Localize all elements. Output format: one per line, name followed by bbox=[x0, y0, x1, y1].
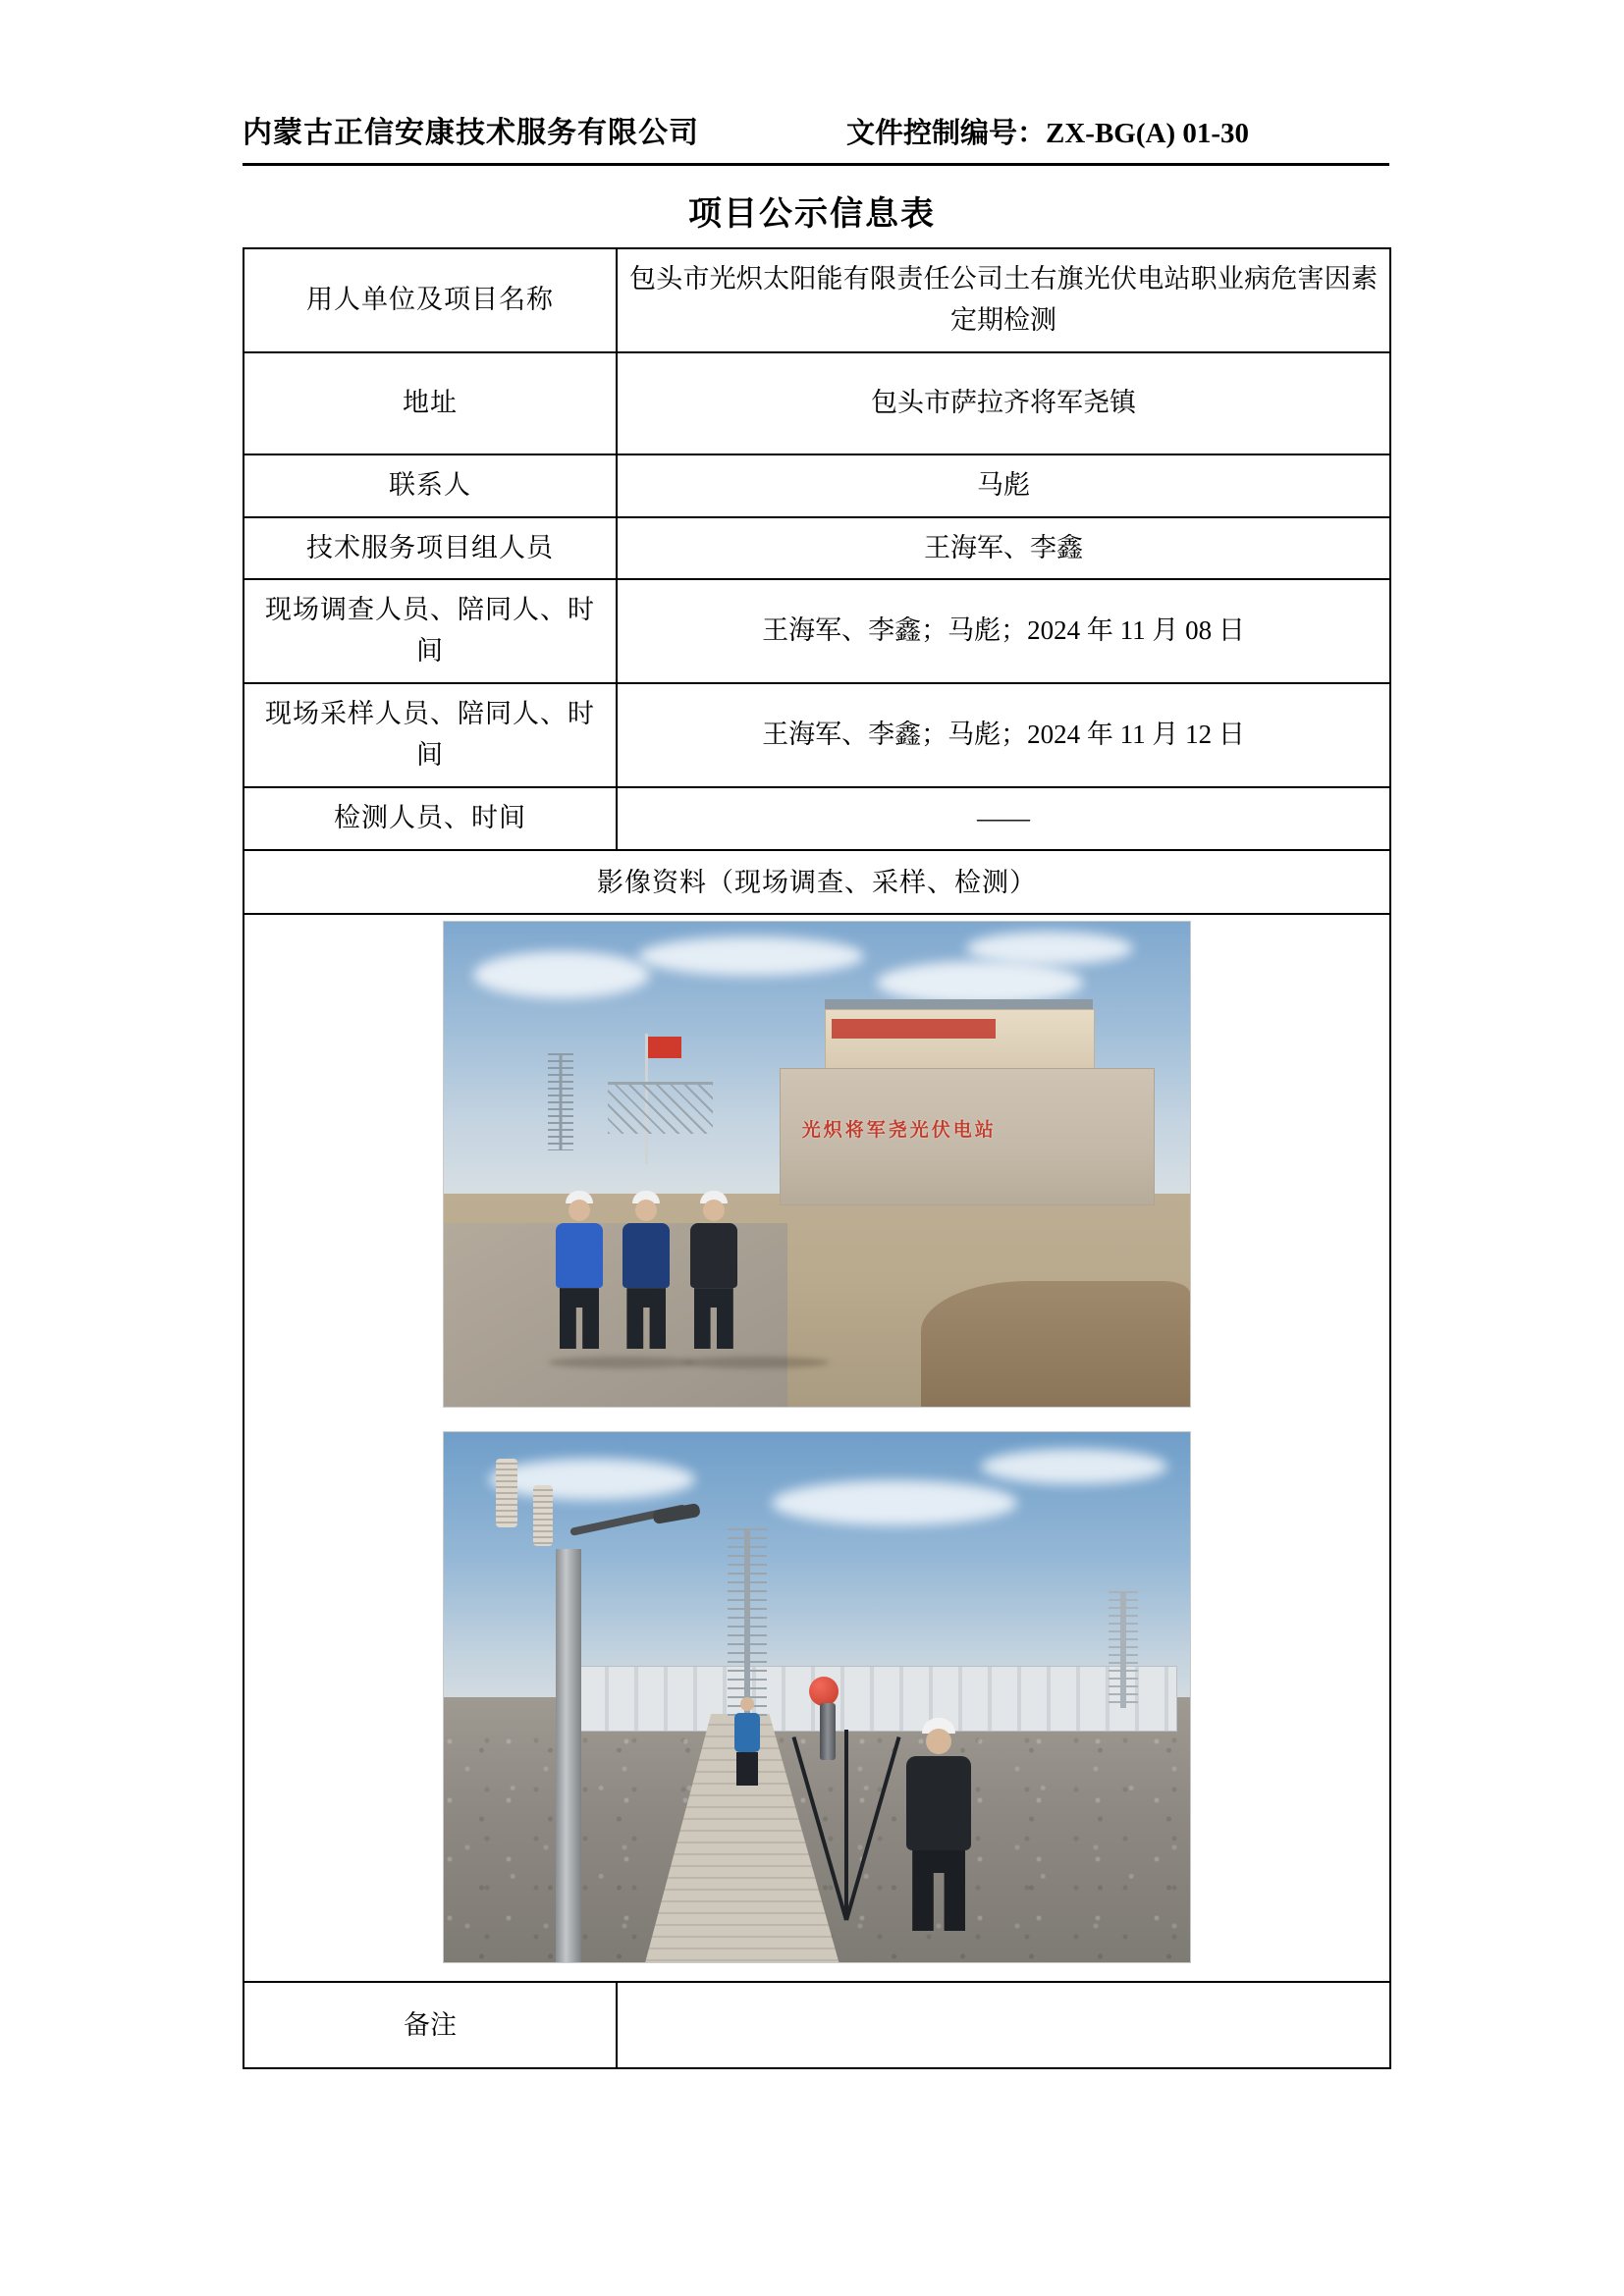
row-label-sampling: 现场采样人员、陪同人、时间 bbox=[244, 683, 617, 787]
row-value-testing: —— bbox=[617, 787, 1390, 850]
jacket bbox=[556, 1223, 603, 1288]
jacket bbox=[623, 1223, 670, 1288]
page-header bbox=[243, 108, 1389, 151]
trousers bbox=[912, 1850, 965, 1931]
row-value-employer: 包头市光炽太阳能有限责任公司土右旗光伏电站职业病危害因素定期检测 bbox=[617, 248, 1390, 352]
table-row bbox=[244, 248, 1390, 352]
trousers bbox=[626, 1288, 666, 1349]
page-title: 项目公示信息表 bbox=[688, 196, 936, 233]
table-row bbox=[244, 787, 1390, 850]
distant-tower bbox=[1109, 1591, 1138, 1708]
flag bbox=[648, 1037, 681, 1058]
equipment-containers bbox=[578, 1666, 1177, 1732]
trousers bbox=[694, 1288, 733, 1349]
row-value-team: 王海军、李鑫 bbox=[617, 517, 1390, 580]
document-control-number: 文件控制编号：ZX-BG(A) 01-30 bbox=[846, 118, 1250, 149]
header-divider bbox=[243, 163, 1389, 166]
media-body-row bbox=[244, 914, 1390, 1982]
tripod-leg bbox=[791, 1736, 847, 1921]
tripod-leg bbox=[844, 1730, 848, 1920]
row-value-address: 包头市萨拉齐将军尧镇 bbox=[617, 352, 1390, 454]
person-worker-blue bbox=[556, 1191, 603, 1349]
remark-row bbox=[244, 1982, 1390, 2068]
row-label-employer: 用人单位及项目名称 bbox=[244, 248, 617, 352]
head bbox=[703, 1200, 725, 1221]
media-section-title: 影像资料（现场调查、采样、检测） bbox=[244, 850, 1390, 915]
lattice-tower bbox=[548, 1053, 573, 1150]
steel-pole bbox=[556, 1549, 581, 1962]
jacket bbox=[734, 1713, 760, 1752]
row-label-testing: 检测人员、时间 bbox=[244, 787, 617, 850]
media-header-row bbox=[244, 850, 1390, 915]
shadow bbox=[548, 1357, 695, 1368]
steel-truss bbox=[608, 1082, 712, 1133]
row-label-team: 技术服务项目组人员 bbox=[244, 517, 617, 580]
table-row bbox=[244, 683, 1390, 787]
person-distant-worker bbox=[734, 1697, 760, 1786]
cloud bbox=[638, 936, 864, 976]
tripod-leg bbox=[844, 1736, 900, 1921]
row-label-survey: 现场调查人员、陪同人、时间 bbox=[244, 579, 617, 683]
row-value-contact: 马彪 bbox=[617, 454, 1390, 517]
project-info-table bbox=[243, 247, 1391, 2069]
site-entrance-photo bbox=[443, 921, 1191, 1408]
trousers bbox=[736, 1752, 758, 1786]
noise-sampling-photo bbox=[443, 1431, 1191, 1963]
tripod bbox=[787, 1730, 905, 1920]
cloud bbox=[473, 951, 650, 998]
head bbox=[740, 1697, 754, 1711]
insulator bbox=[496, 1459, 517, 1527]
photo-gallery bbox=[244, 915, 1389, 1981]
lattice-tower bbox=[728, 1528, 767, 1719]
insulator bbox=[533, 1485, 553, 1546]
cloud bbox=[981, 1449, 1167, 1484]
person-worker-navy bbox=[623, 1191, 670, 1349]
table-row bbox=[244, 454, 1390, 517]
row-value-survey: 王海军、李鑫；马彪；2024 年 11 月 08 日 bbox=[617, 579, 1390, 683]
person-worker-dark bbox=[690, 1191, 737, 1349]
row-label-address: 地址 bbox=[244, 352, 617, 454]
head bbox=[635, 1200, 657, 1221]
company-name: 内蒙古正信安康技术服务有限公司 bbox=[243, 117, 699, 149]
person-sampling-worker bbox=[906, 1718, 971, 1931]
red-banner bbox=[832, 1019, 996, 1039]
table-row bbox=[244, 352, 1390, 454]
remark-label: 备注 bbox=[244, 1982, 617, 2068]
row-label-contact: 联系人 bbox=[244, 454, 617, 517]
dirt-mound bbox=[921, 1281, 1190, 1407]
head bbox=[568, 1200, 590, 1221]
shadow bbox=[682, 1357, 830, 1368]
cloud bbox=[772, 1480, 1017, 1525]
trousers bbox=[560, 1288, 599, 1349]
jacket bbox=[690, 1223, 737, 1288]
jacket bbox=[906, 1756, 971, 1850]
table-row bbox=[244, 579, 1390, 683]
cloud bbox=[877, 961, 1083, 1004]
table-row bbox=[244, 517, 1390, 580]
site-sign-text: 光炽将军尧光伏电站 bbox=[801, 1120, 997, 1142]
remark-value bbox=[617, 1982, 1390, 2068]
head bbox=[926, 1729, 951, 1754]
row-value-sampling: 王海军、李鑫；马彪；2024 年 11 月 12 日 bbox=[617, 683, 1390, 787]
